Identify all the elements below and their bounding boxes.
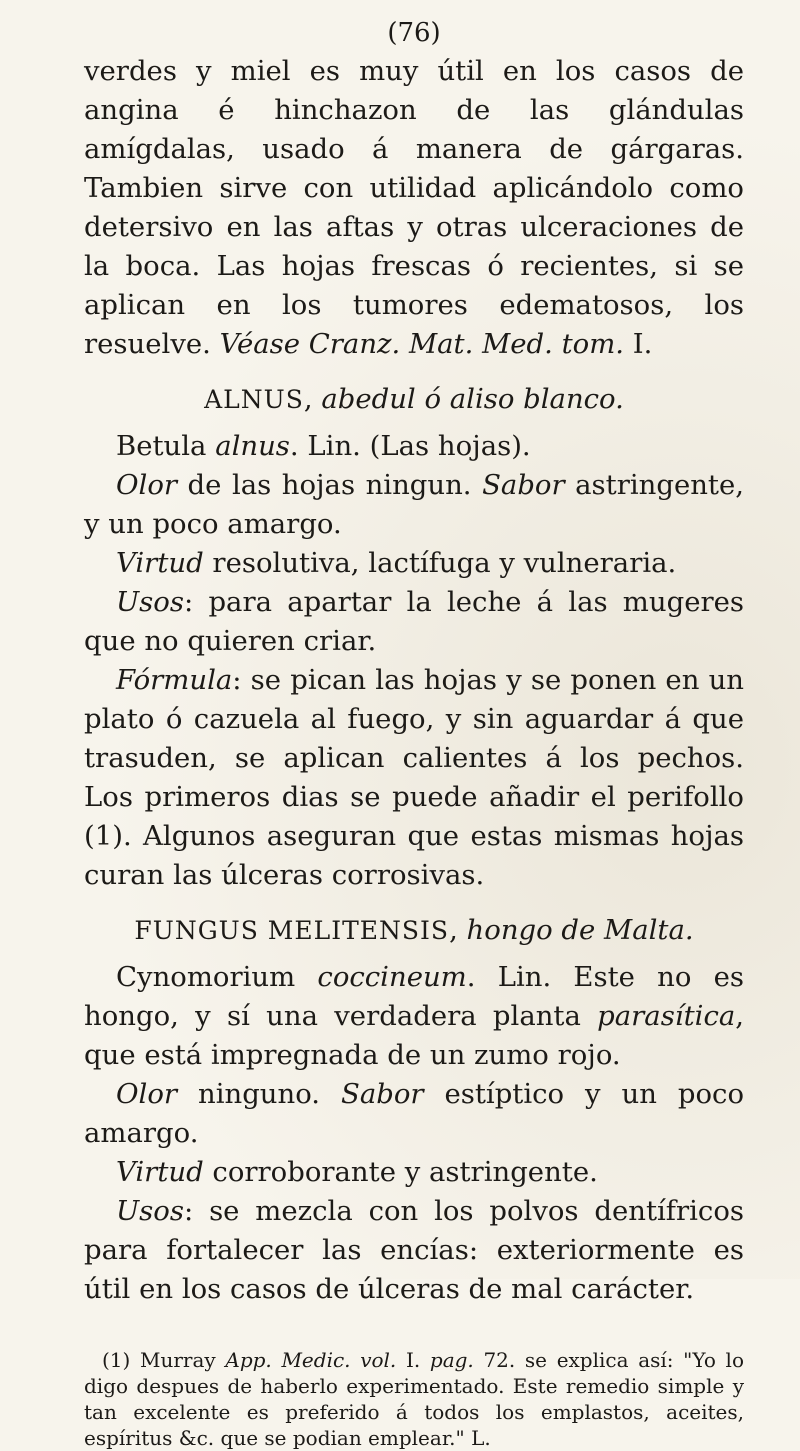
alnus-section	[84, 427, 744, 895]
italic-text: Virtud	[116, 547, 204, 579]
italic-text: Sabor	[482, 469, 565, 501]
paragraph	[84, 544, 744, 583]
italic-text: Usos	[116, 1195, 184, 1227]
italic-text: Fórmula	[116, 664, 233, 696]
italic-text: Virtud	[116, 1156, 204, 1188]
text-run: . Lin. (Las hojas).	[289, 430, 531, 462]
text-run: : se pican las hojas y se ponen en un plato ó cazuela al fuego, y sin aguardar á que trasuden, se aplican calientes á los pechos. Los primeros dias se puede añadir el perifollo (1). Algunos aseguran que estas mismas hojas curan las úlceras corrosivas.	[84, 664, 744, 891]
heading-separator: ,	[449, 914, 467, 946]
text-run: Cynomorium	[116, 961, 318, 993]
text-run: I.	[396, 1348, 430, 1372]
paragraph	[84, 1192, 744, 1309]
paragraph-angina	[84, 52, 744, 364]
heading-common-name: hongo de Malta.	[466, 914, 694, 946]
italic-text: coccineum	[317, 961, 467, 993]
text-run: . Lin. Este no es hongo, y sí una verdadera planta	[84, 961, 744, 1032]
text-run: verdes y miel es muy útil en los casos de angina é hinchazon de las glándulas amígdalas, usado á manera de gárgaras. Tambien sirve con utilidad aplicándolo como detersivo en las aftas y otras ulceraciones de la boca. Las hojas frescas ó recientes, si se aplican en los tumores edematosos, los resuelve.	[84, 55, 744, 360]
italic-text: Sabor	[340, 1078, 424, 1110]
text-run: resolutiva, lactífuga y vulneraria.	[203, 547, 677, 579]
section-heading-alnus	[84, 380, 744, 419]
text-run: : se mezcla con los polvos dentífricos para fortalecer las encías: exteriormente es útil en los casos de úlceras de mal carácter.	[84, 1195, 744, 1305]
text-run: , que está impregnada de un zumo rojo.	[84, 1000, 744, 1071]
italic-text: parasítica	[597, 1000, 736, 1032]
paragraph	[84, 427, 744, 466]
text-run: estíptico y un poco amargo.	[84, 1078, 744, 1149]
footnote	[84, 1347, 744, 1451]
text-run: 72. se explica así: "Yo lo digo despues de haberlo experimentado. Este remedio simple y tan excelente es preferido á todos los emplastos, aceites, espíritus &c. que se podian emplear." L.	[84, 1348, 744, 1450]
italic-text: App. Medic. vol.	[225, 1348, 397, 1372]
text-run: (1) Murray	[102, 1348, 226, 1372]
text-run: : para apartar la leche á las mugeres que no quieren criar.	[84, 586, 744, 657]
section-heading-fungus	[84, 911, 744, 950]
page-number: (76)	[387, 18, 441, 48]
italic-text: alnus	[215, 430, 290, 462]
text-run: astringente, y un poco amargo.	[84, 469, 745, 540]
italic-text: Usos	[116, 586, 184, 618]
text-run: corroborante y astringente.	[203, 1156, 598, 1188]
fungus-section	[84, 958, 744, 1309]
paragraph	[84, 958, 744, 1075]
italic-text: pag.	[429, 1348, 474, 1372]
paragraph	[84, 661, 744, 895]
italic-text: Olor	[116, 469, 178, 501]
text-run: Betula	[116, 430, 216, 462]
text-run: ninguno.	[177, 1078, 341, 1110]
heading-separator: ,	[303, 383, 322, 415]
heading-common-name: abedul ó aliso blanco.	[321, 383, 624, 415]
italic-text: Olor	[116, 1078, 178, 1110]
text-run: de las hojas ningun.	[177, 469, 483, 501]
text-run: I.	[624, 328, 653, 360]
paragraph	[84, 466, 744, 544]
paragraph	[84, 583, 744, 661]
heading-latin-name: FUNGUS MELITENSIS	[134, 916, 450, 945]
heading-latin-name: ALNUS	[204, 385, 304, 414]
paragraph	[84, 1153, 744, 1192]
italic-text: Véase Cranz. Mat. Med. tom.	[219, 328, 625, 360]
paragraph	[84, 1075, 744, 1153]
